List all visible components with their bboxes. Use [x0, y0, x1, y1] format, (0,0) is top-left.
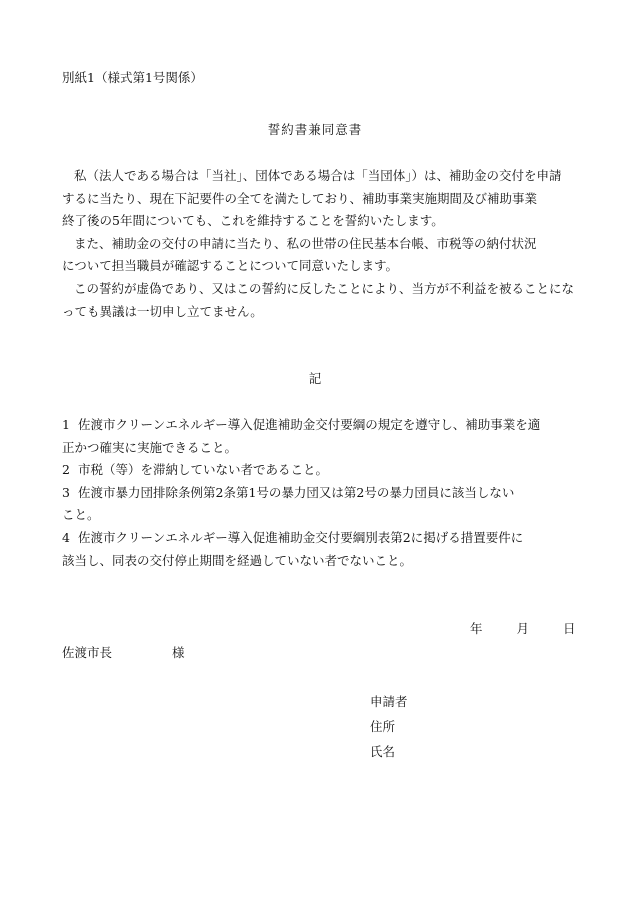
- addressee-honorific: 様: [172, 645, 185, 660]
- list-item-continuation: 該当し、同表の交付停止期間を経過していない者でないこと。: [62, 552, 413, 568]
- paragraph-line: 終了後の5年間についても、これを維持することを誓約いたします。: [62, 213, 444, 229]
- item-number: 3: [62, 484, 70, 500]
- requirements-list: [62, 414, 582, 572]
- addressee: [62, 643, 185, 661]
- date-month: 月: [516, 621, 530, 636]
- list-item-continuation: こと。: [62, 507, 100, 523]
- list-item: [62, 459, 582, 482]
- paragraph-line: 私（法人である場合は「当社」、団体である場合は「当団体」）は、補助金の交付を申請: [74, 168, 562, 183]
- list-item: [62, 414, 582, 437]
- list-item: [62, 482, 582, 505]
- date-year: 年: [470, 621, 483, 636]
- paragraph-line: について担当職員が確認することについて同意いたします。: [62, 258, 399, 274]
- applicant-label: 申請者: [370, 694, 408, 709]
- item-number: 1: [62, 417, 70, 432]
- date-line: [470, 619, 576, 637]
- form-reference: 別紙1（様式第1号関係）: [62, 70, 203, 85]
- date-day: 日: [563, 621, 576, 636]
- item-text: 佐渡市クリーンエネルギー導入促進補助金交付要綱別表第2に掲げる措置要件に: [78, 529, 524, 545]
- paragraph-line: この誓約が虚偽であり、又はこの誓約に反したことにより、当方が不利益を被ることにな: [74, 280, 575, 296]
- applicant-name-label: 氏名: [370, 744, 396, 759]
- addressee-name: 佐渡市長: [62, 645, 113, 660]
- item-text: 佐渡市暴力団排除条例第2条第1号の暴力団又は第2号の暴力団員に該当しない: [78, 484, 515, 500]
- list-item-continuation: 正かつ確実に実施できること。: [62, 439, 238, 455]
- pledge-body: [62, 165, 582, 323]
- ki-heading: 記: [308, 371, 322, 386]
- paragraph-line: するに当たり、現在下記要件の全てを満たしており、補助事業実施期間及び補助事業: [62, 190, 538, 206]
- item-number: 2: [62, 462, 70, 478]
- paragraph-line: また、補助金の交付の申請に当たり、私の世帯の住民基本台帳、市税等の納付状況: [74, 235, 537, 251]
- item-number: 4: [62, 529, 70, 545]
- item-text: 佐渡市クリーンエネルギー導入促進補助金交付要綱の規定を遵守し、補助事業を適: [78, 417, 541, 432]
- list-item: [62, 527, 582, 550]
- document-title: 誓約書兼同意書: [267, 122, 363, 137]
- applicant-address-label: 住所: [370, 719, 396, 734]
- paragraph-line: っても異議は一切申し立てません。: [62, 303, 263, 319]
- item-text: 市税（等）を滞納していない者であること。: [78, 462, 329, 478]
